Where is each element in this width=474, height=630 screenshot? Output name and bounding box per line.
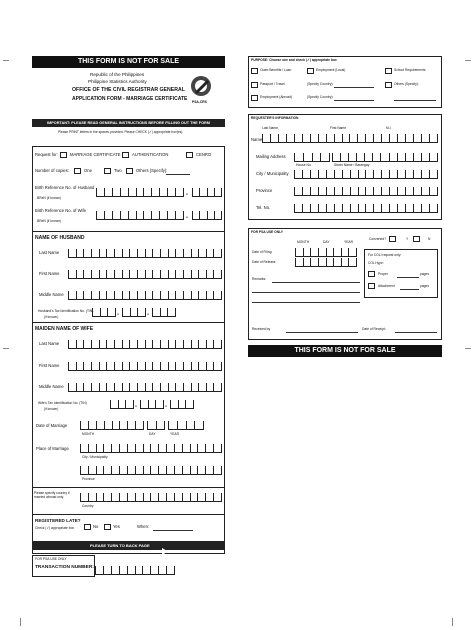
registered-no-checkbox[interactable] [84, 524, 91, 530]
abroad-country-cells[interactable] [80, 493, 222, 502]
remarks-label: Remarks: [252, 277, 267, 281]
marriage-cert-checkbox[interactable] [60, 152, 67, 158]
birth-ref-wife-label: Birth Reference No. of Wife [35, 208, 86, 213]
date-receipt-label: Date of Receipt: [362, 327, 386, 331]
dash-separator: - [186, 215, 188, 221]
husband-first-cells[interactable] [68, 270, 222, 279]
turn-page-text: PLEASE TURN TO BACK PAGE [90, 543, 150, 548]
mailing-address-label: Mailing Address [256, 154, 286, 159]
converted-y-label: Y [406, 237, 409, 241]
employment-local-checkbox[interactable] [307, 68, 314, 74]
husband-last-label: Last Name [39, 250, 60, 255]
passport-label: Passport / Travel [260, 82, 285, 86]
city-caption: City / Municipality [82, 455, 108, 459]
crop-mark [20, 618, 21, 626]
attachment-pages-line[interactable] [400, 289, 419, 290]
others-label: Others (Specify): [394, 82, 419, 86]
requester-name-label: Name [251, 137, 263, 142]
wife-middle-label: Middle Name [39, 384, 64, 389]
psa-day-caption: DAY [323, 240, 330, 244]
psa-year-caption: YEAR [344, 240, 353, 244]
crop-mark [452, 618, 453, 626]
birth-ref-husband-sub: BReN (if known) [37, 196, 62, 200]
year-caption: YEAR [170, 432, 179, 436]
dash-separator: - [135, 404, 137, 410]
converted-label: Converted? [369, 237, 387, 241]
wife-first-label: First Name [39, 363, 60, 368]
dash-separator: - [147, 312, 149, 318]
divider [32, 322, 225, 323]
husband-tin-cells-1[interactable] [92, 308, 116, 317]
proper-pages-line[interactable] [397, 277, 419, 278]
birth-ref-wife-cells-2[interactable] [192, 211, 222, 220]
psa-use-title: FOR PSA USE ONLY [251, 230, 283, 234]
wife-first-cells[interactable] [68, 362, 222, 371]
birth-ref-husband-cells-2[interactable] [192, 188, 222, 197]
crop-mark [465, 60, 471, 61]
school-req-checkbox[interactable] [385, 68, 392, 74]
proper-checkbox[interactable] [368, 271, 375, 277]
date-marriage-month-cells[interactable] [80, 421, 144, 430]
birth-ref-husband-cells-1[interactable] [96, 188, 184, 197]
divider [32, 231, 225, 232]
not-for-sale-banner-bottom: THIS FORM IS NOT FOR SALE [248, 345, 442, 357]
husband-last-cells[interactable] [68, 249, 222, 258]
others-checkbox[interactable] [385, 82, 392, 88]
filing-date-cells[interactable] [295, 248, 357, 257]
proper-pages-label: pages [420, 272, 429, 276]
wife-tin-label: Wife's Tax Identification No. (TIN) [38, 401, 87, 405]
crop-mark [3, 348, 9, 349]
cenro-label: CENRO [196, 152, 212, 157]
mailing-street-cells[interactable] [332, 153, 438, 162]
copies-one-label: One [84, 168, 92, 173]
attachment-label: Attachment [378, 284, 395, 288]
abroad-country-line[interactable] [334, 100, 374, 101]
husband-section-title: NAME OF HUSBAND [35, 235, 85, 241]
place-province-cells[interactable] [80, 466, 222, 475]
converted-y-checkbox[interactable] [389, 236, 396, 242]
wife-tin-cells-1[interactable] [110, 400, 134, 409]
print-note: Please PRINT letters in the spaces provided. Please CHECK (✓) appropriate box(es). [58, 130, 184, 134]
husband-tin-label: Husband's Tax Identification No. (TIN) [38, 309, 94, 313]
claim-benefits-label: Claim Benefits / Loan [260, 68, 292, 72]
coli-type-label: COLI type: [368, 261, 384, 265]
attachment-pages-label: pages [420, 284, 429, 288]
date-receipt-line[interactable] [395, 332, 437, 333]
remarks-line-2[interactable] [252, 292, 360, 293]
coli-label: For COLI request only: [368, 253, 402, 257]
registered-check-note: Check (✓) appropriate box [35, 526, 75, 530]
wife-tin-cells-3[interactable] [170, 400, 194, 409]
requester-tel-cells[interactable] [294, 204, 438, 213]
requester-first-label: First Name [330, 126, 347, 130]
registered-when-line[interactable] [153, 530, 193, 531]
attachment-checkbox[interactable] [368, 283, 375, 289]
passport-checkbox[interactable] [251, 82, 258, 88]
received-by-label: Received by [252, 327, 271, 331]
authentication-checkbox[interactable] [122, 152, 129, 158]
copies-label: Number of copies: [35, 168, 69, 173]
psa-logo [189, 74, 213, 98]
birth-ref-husband-label: Birth Reference No. of Husband [35, 185, 95, 190]
date-marriage-day-cells[interactable] [147, 421, 165, 430]
office-text: OFFICE OF THE CIVIL REGISTRAR GENERAL [72, 87, 185, 93]
wife-section-title: MAIDEN NAME OF WIFE [35, 326, 94, 332]
copies-two-label: Two [114, 168, 122, 173]
wife-tin-sub: (if known) [44, 407, 59, 411]
divider [32, 514, 225, 515]
transaction-number-label: TRANSACTION NUMBER: [35, 565, 94, 570]
logo-label: PSA-CRS [192, 100, 207, 104]
date-marriage-label: Date of Marriage [36, 423, 68, 428]
place-city-cells[interactable] [80, 444, 222, 453]
house-caption: House No. [296, 163, 312, 167]
passport-country-line[interactable] [334, 87, 374, 88]
form-title: APPLICATION FORM - MARRIAGE CERTIFICATE [72, 96, 188, 102]
not-for-sale-banner: THIS FORM IS NOT FOR SALE [32, 56, 225, 68]
arrow-right-icon [152, 542, 168, 560]
registered-no-label: No [93, 524, 99, 529]
husband-tin-cells-3[interactable] [152, 308, 176, 317]
copies-others-label: Others (Specify): [136, 168, 168, 173]
psa-month-caption: MONTH [297, 240, 310, 244]
country-caption: Country [82, 504, 94, 508]
street-caption: Street Name / Barangay [334, 163, 370, 167]
husband-first-label: First Name [39, 271, 60, 276]
wife-last-label: Last Name [39, 341, 60, 346]
date-filing-label: Date of Filing: [252, 250, 273, 254]
remarks-line-1[interactable] [272, 282, 360, 283]
date-marriage-year-cells[interactable] [168, 421, 204, 430]
transaction-number-cells[interactable] [95, 566, 175, 575]
registered-yes-label: Yes [113, 524, 120, 529]
birth-ref-wife-cells-1[interactable] [96, 211, 184, 220]
mailing-house-cells[interactable] [294, 153, 330, 162]
wife-middle-cells[interactable] [68, 383, 222, 392]
city-label: City / Municipality [256, 171, 289, 176]
wife-last-cells[interactable] [68, 340, 222, 349]
marriage-cert-label: MARRIAGE CERTIFICATE [70, 152, 121, 157]
husband-tin-sub: (if known) [44, 315, 59, 319]
converted-n-label: N [428, 237, 431, 241]
copies-others-line[interactable] [166, 174, 190, 175]
release-date-cells[interactable] [295, 258, 357, 267]
dash-separator: - [186, 192, 188, 198]
crop-mark [3, 60, 9, 61]
abroad-label: Please specify country if married abroad only. [34, 491, 70, 499]
employment-abroad-label: Employment (Abroad) [260, 95, 293, 99]
husband-tin-cells-2[interactable] [122, 308, 146, 317]
copies-one-checkbox[interactable] [74, 168, 81, 174]
proper-label: Proper [378, 272, 388, 276]
request-for-label: Request for: [35, 152, 58, 157]
province-caption: Province [82, 477, 95, 481]
republic-text: Republic of the Philippines [90, 72, 145, 77]
cenro-checkbox[interactable] [186, 152, 193, 158]
month-caption: MONTH [82, 432, 95, 436]
requester-name-cells[interactable] [262, 134, 438, 143]
converted-n-checkbox[interactable] [413, 236, 420, 242]
birth-ref-wife-sub: BReN (if known) [37, 219, 62, 223]
requester-mi-label: M.I. [386, 126, 392, 130]
wife-tin-cells-2[interactable] [140, 400, 164, 409]
registered-when-label: When: [137, 524, 150, 529]
authentication-label: AUTHENTICATION [132, 152, 169, 157]
psa-text: Philippine Statistics Authority [88, 79, 147, 84]
copies-others-checkbox[interactable] [126, 168, 133, 174]
received-by-line[interactable] [286, 332, 358, 333]
psa-use-label: FOR PSA USE ONLY [35, 557, 67, 561]
crop-mark [465, 348, 471, 349]
husband-middle-cells[interactable] [68, 291, 222, 300]
tel-label: Tel. No. [256, 205, 271, 210]
date-release-label: Date of Release [252, 260, 276, 264]
husband-middle-label: Middle Name [39, 292, 64, 297]
school-req-label: School Requirements [394, 68, 426, 72]
province-label: Province [256, 188, 273, 193]
passport-country-label: (Specify Country): [307, 82, 334, 86]
requester-title: REQUESTER'S INFORMATION [251, 116, 299, 120]
claim-benefits-checkbox[interactable] [251, 68, 258, 74]
place-marriage-label: Place of Marriage [36, 446, 69, 451]
day-caption: DAY [149, 432, 156, 436]
registered-late-label: REGISTERED LATE? [35, 518, 81, 523]
dash-separator: - [117, 312, 119, 318]
divider [32, 487, 225, 488]
employment-local-label: Employment (Local) [316, 68, 346, 72]
copies-two-checkbox[interactable] [104, 168, 111, 174]
requester-city-cells[interactable] [294, 170, 438, 179]
employment-abroad-checkbox[interactable] [251, 95, 258, 101]
important-bar: IMPORTANT: PLEASE READ GENERAL INSTRUCTIONS BEFORE FILLING OUT THE FORM [32, 119, 225, 127]
registered-yes-checkbox[interactable] [104, 524, 111, 530]
requester-province-cells[interactable] [294, 187, 438, 196]
abroad-country-label: (Specify Country): [307, 95, 334, 99]
remarks-line-3[interactable] [252, 302, 360, 303]
dash-separator: - [165, 404, 167, 410]
others-specify-line[interactable] [394, 100, 436, 101]
purpose-title: PURPOSE: Choose one and check (✓) appropriate box [251, 58, 337, 62]
requester-last-label: Last Name, [262, 126, 279, 130]
